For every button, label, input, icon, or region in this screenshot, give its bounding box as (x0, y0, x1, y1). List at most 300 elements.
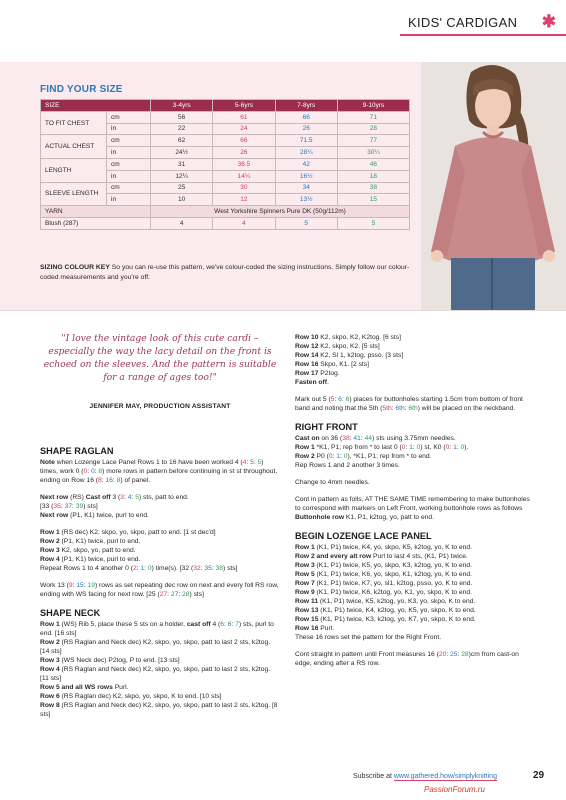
table-cell: 71.5 (275, 135, 337, 147)
neck-row-6 (40, 692, 280, 701)
text: : (449, 444, 454, 451)
size-value: 39 (75, 503, 84, 510)
table-cell: 26 (213, 147, 275, 159)
text: ) will be placed on the neckband. (417, 405, 516, 412)
raglan-sts (40, 502, 280, 511)
row-label: Row 4 (40, 556, 60, 563)
text: : (332, 453, 337, 460)
size-value: 0 (328, 453, 333, 460)
page-number: 29 (533, 770, 545, 781)
row-label: Row 12 (295, 343, 319, 350)
cast-on-label: Cast on (295, 435, 320, 442)
size-value: 20 (438, 651, 447, 658)
row-label: Row 2 (40, 538, 60, 545)
size-value: 27 (170, 591, 179, 598)
text: P0 ( (314, 453, 329, 460)
table-row (41, 111, 410, 123)
raglan-row-2 (40, 537, 280, 546)
text: (RS) (68, 494, 86, 501)
text: : (72, 582, 77, 589)
size-value: 4 (242, 459, 247, 466)
table-row (41, 158, 410, 170)
right-front-cast-on (295, 434, 535, 443)
buttonhole-row (295, 513, 535, 522)
size-value: 6 (338, 396, 342, 403)
row-label: Row 6 (40, 693, 60, 700)
right-front-cont: Cont in pattern as folls, AT THE SAME TIME remembering to make buttonholes to correspond with markers on Left Front, working buttonhole rows as follows (295, 496, 530, 512)
row-label: Row 9 (295, 589, 315, 596)
text: : (60, 503, 65, 510)
size-value: 5 (135, 494, 139, 501)
raglan-next-row (40, 493, 280, 502)
row-label: Row 7 (295, 580, 315, 587)
row-label: Row 3 (40, 547, 60, 554)
table-cell: 24½ (151, 147, 213, 159)
lozenge-row-11 (295, 597, 535, 606)
size-value: 8 (98, 468, 103, 475)
size-value: 27 (159, 591, 168, 598)
table-cell: 5 (337, 217, 409, 229)
text: *K1, P1; rep from * to last 0 ( (314, 444, 402, 451)
text: Mark out 5 ( (295, 396, 331, 403)
unit-cm: cm (107, 135, 151, 147)
text: : (131, 494, 136, 501)
size-value: 6th (408, 405, 418, 412)
text: (RS dec) K2, skpo, yo, skpo, patt to end. [1 st dec'd] (59, 529, 216, 536)
heading-lozenge-lace-panel: BEGIN LOZENGE LACE PANEL (295, 531, 432, 541)
table-cell: 26 (275, 123, 337, 135)
section-divider (0, 310, 566, 311)
row-label: Next row (40, 494, 69, 501)
text: 3 ( (110, 494, 121, 501)
table-cell: 18 (337, 170, 409, 182)
text: Purl to last 4 sts, (K1, P1) twice. (371, 553, 468, 560)
text: K1, P1, k2tog, yo, patt to end. (344, 514, 435, 521)
text: Skpo, K1. [2 sts] (318, 361, 369, 368)
table-cell: 30 (213, 182, 275, 194)
size-value: 19 (87, 582, 95, 589)
row-label: Row 2 (40, 639, 60, 646)
text: Purl. (318, 625, 335, 632)
size-value: 0 (90, 468, 95, 475)
raglan-work (40, 581, 280, 599)
text: ) sts] (83, 503, 98, 510)
table-cell: 28 (337, 123, 409, 135)
table-cell: 28¼ (275, 147, 337, 159)
find-your-size-title: FIND YOUR SIZE (40, 84, 123, 95)
text: : (83, 582, 88, 589)
row-label: Row 2 and every alt row (295, 553, 372, 560)
size-value: 37 (64, 503, 73, 510)
size-value: 0 (343, 453, 348, 460)
raglan-row-1 (40, 528, 280, 537)
row-label: Row 5 (295, 571, 315, 578)
size-value: 38 (215, 565, 223, 572)
neck-row-3 (40, 656, 280, 665)
text: : (101, 477, 106, 484)
size-value: 25 (450, 651, 458, 658)
right-front-change: Change to 4mm needles. (295, 479, 370, 486)
size-value: 1 (409, 444, 413, 451)
text: (K1, P1) twice, K6, k2tog, yo, K1, yo, skpo, K to end. (314, 589, 472, 596)
table-cell: 24 (213, 123, 275, 135)
raglan-note (40, 458, 280, 485)
size-value: 16 (105, 477, 113, 484)
text: ) sts] (189, 591, 204, 598)
photo-child-in-cardigan (421, 62, 566, 310)
table-cell: 10 (151, 194, 213, 206)
table-row (41, 217, 410, 229)
size-value: 6th (395, 405, 405, 412)
size-value: 28 (182, 591, 190, 598)
size-value: 1 (336, 453, 341, 460)
header-size-1: 3-4yrs (151, 100, 213, 112)
size-table (40, 99, 410, 230)
table-cell: 30¼ (337, 147, 409, 159)
text: (RS Raglan dec) K2, skpo, yo, skpo, K to end. [10 sts] (59, 693, 222, 700)
text: : (334, 396, 339, 403)
text: (P1, K1) twice, purl to end. (59, 538, 141, 545)
row-label: Row 15 (295, 616, 319, 623)
text: : (178, 591, 183, 598)
neck-row-5 (40, 683, 280, 692)
table-row (41, 182, 410, 194)
header-size-3: 7-8yrs (275, 100, 337, 112)
text: on 36 ( (319, 435, 343, 442)
table-cell: 38 (337, 182, 409, 194)
text: K2, skpo, K2, K2tog. [6 sts] (318, 334, 401, 341)
text: : (446, 651, 451, 658)
neck-row-16 (295, 360, 535, 369)
text: : (167, 591, 171, 598)
size-value: 38 (342, 435, 350, 442)
page-header (400, 14, 566, 36)
text: [33 ( (40, 503, 54, 510)
colour-key-text: So you can re-use this pattern, we've colour-coded the sizing instructions. Simply follow our colour-coded measurements and you're off. (40, 264, 410, 281)
text: : (391, 405, 396, 412)
table-cell: 61 (213, 111, 275, 123)
row-label: Row 14 (295, 352, 319, 359)
table-cell: 66 (275, 111, 337, 123)
text: : (136, 565, 141, 572)
size-value: 0 (460, 444, 465, 451)
fasten-off-label: Fasten off (295, 379, 327, 386)
text: : (200, 565, 205, 572)
table-cell: 15 (337, 194, 409, 206)
lozenge-row-16 (295, 624, 535, 633)
row-label: Row 10 (295, 334, 319, 341)
size-value: 28 (461, 651, 469, 658)
size-value: 8 (98, 477, 102, 484)
text: (K1, P1) twice, K4, k2tog, yo, K5, yo, skpo, K to end. (318, 607, 476, 614)
size-value: 0 (416, 444, 421, 451)
watermark: PassionForum.ru (424, 785, 485, 794)
text: : (457, 651, 462, 658)
header-size-4: 9-10yrs (337, 100, 409, 112)
text: : (72, 503, 76, 510)
text: (P1, K1) twice, purl to end. (68, 512, 149, 519)
quote-author: JENNIFER MAY, PRODUCTION ASSISTANT (89, 403, 231, 410)
note-label: Note (40, 459, 55, 466)
lozenge-row-5 (295, 570, 535, 579)
table-cell: 14¼ (213, 170, 275, 182)
subscribe-link[interactable]: www.gathered.how/simplyknitting (393, 773, 497, 780)
size-value: 35 (204, 565, 212, 572)
colour-key-label: SIZING COLOUR KEY (40, 264, 110, 271)
table-cell: 46 (337, 158, 409, 170)
text: ) sts] (223, 565, 238, 572)
row-label-actual-chest: ACTUAL CHEST (41, 135, 107, 159)
text: : (360, 435, 365, 442)
size-value: 4 (127, 494, 132, 501)
raglan-row-4 (40, 555, 280, 564)
text: (K1, P1) twice, K5, k2tog, yo, K3, yo, skpo, K to end. (318, 598, 476, 605)
neck-row-10 (295, 333, 535, 342)
text: (K1, P1) twice, K4, yo, skpo, K5, k2tog, yo, K to end. (314, 544, 472, 551)
text: (RS Raglan and Neck dec) K2, skpo, yo, skpo, patt to last 2 sts, k2tog. [14 sts] (40, 639, 271, 655)
text: (WS) Rib 5, place these 5 sts on a holder, (59, 621, 187, 628)
text: ) rows as set repeating dec row on next and every foll RS row, ending with WS facing for next row. [25 ( (40, 582, 279, 598)
size-value: 5th (382, 405, 392, 412)
section-title: KIDS' CARDIGAN (408, 15, 518, 30)
row-label: Row 17 (295, 370, 319, 377)
heading-shape-neck: SHAPE NECK (40, 608, 101, 618)
raglan-repeat (40, 564, 280, 573)
row-label: Next row (40, 512, 69, 519)
text: : (87, 468, 91, 475)
table-cell: 71 (337, 111, 409, 123)
text: : (94, 468, 99, 475)
text: Repeat Rows 1 to 4 another 0 ( (40, 565, 133, 572)
row-label-length: LENGTH (41, 158, 107, 182)
size-value: 0 (83, 468, 88, 475)
unit-cm: cm (107, 111, 151, 123)
text: (K1, P1) twice, K6, yo, skpo, K1, k2tog, yo, K to end. (314, 571, 472, 578)
text: Cont straight in pattern until Front measures 16 ( (295, 651, 439, 658)
row-label: Row 16 (295, 625, 319, 632)
unit-in: in (107, 123, 151, 135)
row-label-sleeve-length: SLEEVE LENGTH (41, 182, 107, 206)
header-size-2: 5-6yrs (213, 100, 275, 112)
text: when Lozenge Lace Panel Rows 1 to 16 have been worked 4 ( (54, 459, 243, 466)
lozenge-row-15 (295, 615, 535, 624)
row-label: Row 1 (295, 544, 315, 551)
cast-off-label: cast off (186, 621, 211, 628)
text: ) more rows in pattern before continuing in st st throughout, ending on Row 16 ( (40, 468, 278, 484)
text: : (349, 435, 354, 442)
text: : (404, 405, 409, 412)
text: ). (464, 444, 469, 451)
row-label: Row 16 (295, 361, 319, 368)
row-label: Buttonhole row (295, 514, 345, 521)
table-cell: 13½ (275, 194, 337, 206)
table-row (41, 135, 410, 147)
table-cell: 36.5 (213, 158, 275, 170)
right-front-row-2 (295, 452, 535, 461)
table-row-yarn (41, 206, 410, 218)
row-label: Row 8 (40, 702, 60, 709)
table-cell: 77 (337, 135, 409, 147)
right-front-rep: Rep Rows 1 and 2 another 3 times. (295, 462, 400, 469)
table-cell: 25 (151, 182, 213, 194)
neck-row-4 (40, 665, 280, 683)
pattern-column-right (295, 333, 535, 668)
table-cell: 42 (275, 158, 337, 170)
unit-in: in (107, 194, 151, 206)
size-value: 1 (140, 565, 145, 572)
text: : (412, 444, 417, 451)
size-value: 7 (235, 621, 239, 628)
lozenge-row-13 (295, 606, 535, 615)
text: ) time(s). [32 ( (151, 565, 194, 572)
row-label: Row 11 (295, 598, 319, 605)
row-label: Row 2 (295, 453, 315, 460)
text: . (326, 379, 329, 386)
heading-shape-raglan: SHAPE RAGLAN (40, 446, 114, 456)
text: Purl. (112, 684, 129, 691)
sizing-colour-key (40, 263, 415, 283)
text: ) times, work 0 ( (40, 459, 264, 475)
row-label: Row 13 (295, 607, 319, 614)
text: (RS Raglan and Neck dec) K2, skpo, yo, skpo, patt to last 2 sts, k2tog. [11 sts] (40, 666, 271, 682)
header-size-label: SIZE (41, 100, 151, 112)
text: : (224, 621, 228, 628)
table-cell: 5 (275, 217, 337, 229)
text: ) of panel. (120, 477, 151, 484)
row-label-chest: TO FIT CHEST (41, 111, 107, 135)
size-value: 41 (353, 435, 361, 442)
size-value: 0 (401, 444, 406, 451)
text: : (231, 621, 236, 628)
text: (K1, P1) twice, K7, yo, sl1, k2tog, psso, yo, K to end. (314, 580, 473, 587)
row-label: Row 4 (40, 666, 60, 673)
table-cell: 22 (151, 123, 213, 135)
text: ) st, K0 ( (420, 444, 446, 451)
text: ) sts using 3.75mm needles. (372, 435, 456, 442)
asterisk-icon: ✱ (541, 12, 556, 31)
neck-row-12 (295, 342, 535, 351)
size-value: 44 (364, 435, 373, 442)
row-label: Row 1 (40, 529, 60, 536)
table-cell: 62 (151, 135, 213, 147)
text: (WS Neck dec) P2tog, P to end. [13 sts] (59, 657, 180, 664)
table-cell: 12 (213, 194, 275, 206)
neck-row-8 (40, 701, 280, 719)
text: 4 ( (210, 621, 221, 628)
text: : (340, 453, 344, 460)
table-cell: 31 (151, 158, 213, 170)
size-value: 1 (453, 444, 457, 451)
size-value: 8 (116, 477, 121, 484)
table-cell: 66 (213, 135, 275, 147)
text: : (341, 396, 346, 403)
subscribe-line (353, 773, 497, 780)
unit-cm: cm (107, 158, 151, 170)
lozenge-note: These 16 rows set the pattern for the Right Front. (295, 634, 442, 641)
unit-in: in (107, 170, 151, 182)
size-value: 32 (193, 565, 201, 572)
text: ), *K1, P1; rep from * to end. (347, 453, 432, 460)
text: ) places for buttonholes starting 1.5cm from bottom of front band and noting that the 5th ( (295, 396, 523, 412)
pull-quote: "I love the vintage look of this cute cardi – especially the way the lacy detail on the front is echoed on the sleeves. And the pattern is suitable for a range of ages too!" (43, 333, 277, 383)
unit-cm: cm (107, 182, 151, 194)
text: : (112, 477, 117, 484)
table-cell: 12¼ (151, 170, 213, 182)
table-cell: 34 (275, 182, 337, 194)
size-value: 2 (132, 565, 137, 572)
text: (K1, P1) twice, K3, k2tog, yo, K7, yo, skpo, K to end. (318, 616, 476, 623)
size-value: 0 (445, 444, 450, 451)
child-photo-illustration (421, 62, 566, 310)
text: K2, skpo, yo, patt to end. (59, 547, 136, 554)
table-cell: 4 (213, 217, 275, 229)
table-cell: 16½ (275, 170, 337, 182)
text: : (124, 494, 128, 501)
text: (RS Raglan and Neck dec) K2, skpo, yo, skpo, patt to last 2 sts, k2tog. [8 sts] (40, 702, 278, 718)
cast-off-label: Cast off (85, 494, 111, 501)
neck-row-1 (40, 620, 280, 638)
size-value: 5 (257, 459, 262, 466)
size-value: 15 (76, 582, 84, 589)
heading-right-front: RIGHT FRONT (295, 422, 358, 432)
pattern-column-left (40, 437, 280, 719)
neck-row-14 (295, 351, 535, 360)
right-front-row-1 (295, 443, 535, 452)
text: : (211, 565, 216, 572)
lozenge-row-3 (295, 561, 535, 570)
row-label: Row 3 (295, 562, 315, 569)
size-value: 3 (120, 494, 125, 501)
lozenge-cont (295, 650, 535, 668)
lozenge-row-7 (295, 579, 535, 588)
fasten-off (295, 378, 535, 387)
table-cell: 4 (151, 217, 213, 229)
size-value: 9 (68, 582, 73, 589)
neck-row-2 (40, 638, 280, 656)
text: ) sts, purl to end. [16 sts] (40, 621, 274, 637)
size-value: 5 (250, 459, 254, 466)
text: (K1, P1) twice, K5, yo, skpo, K3, k2tog, yo, K to end. (314, 562, 472, 569)
row-label: Row 3 (40, 657, 60, 664)
text: : (246, 459, 251, 466)
text: K2, Sl 1, k2tog, psso. [3 sts] (318, 352, 404, 359)
size-value: 6 (345, 396, 350, 403)
table-cell: 56 (151, 111, 213, 123)
lozenge-row-2 (295, 552, 535, 561)
text: : (144, 565, 148, 572)
text: : (253, 459, 258, 466)
row-label-blush: Blush (287) (41, 217, 151, 229)
text: ) sts, patt to end. (138, 494, 189, 501)
size-value: 5 (330, 396, 335, 403)
buttonhole-markers (295, 395, 535, 413)
size-value: 0 (147, 565, 152, 572)
text: : (456, 444, 461, 451)
unit-in: in (107, 147, 151, 159)
row-label-yarn: YARN (41, 206, 151, 218)
text: K2, skpo, K2. [5 sts] (318, 343, 380, 350)
row-label: Row 1 (40, 621, 60, 628)
raglan-row-3 (40, 546, 280, 555)
neck-row-17 (295, 369, 535, 378)
row-label: Row 1 (295, 444, 315, 451)
table-header-row (41, 100, 410, 112)
text: Work 13 ( (40, 582, 69, 589)
row-label: Row 5 and all WS rows (40, 684, 113, 691)
text: )cm from cast-on edge, ending after a RS row. (295, 651, 519, 667)
yarn-value: West Yorkshire Spinners Pure DK (50g/112m) (151, 206, 410, 218)
lozenge-row-1 (295, 543, 535, 552)
